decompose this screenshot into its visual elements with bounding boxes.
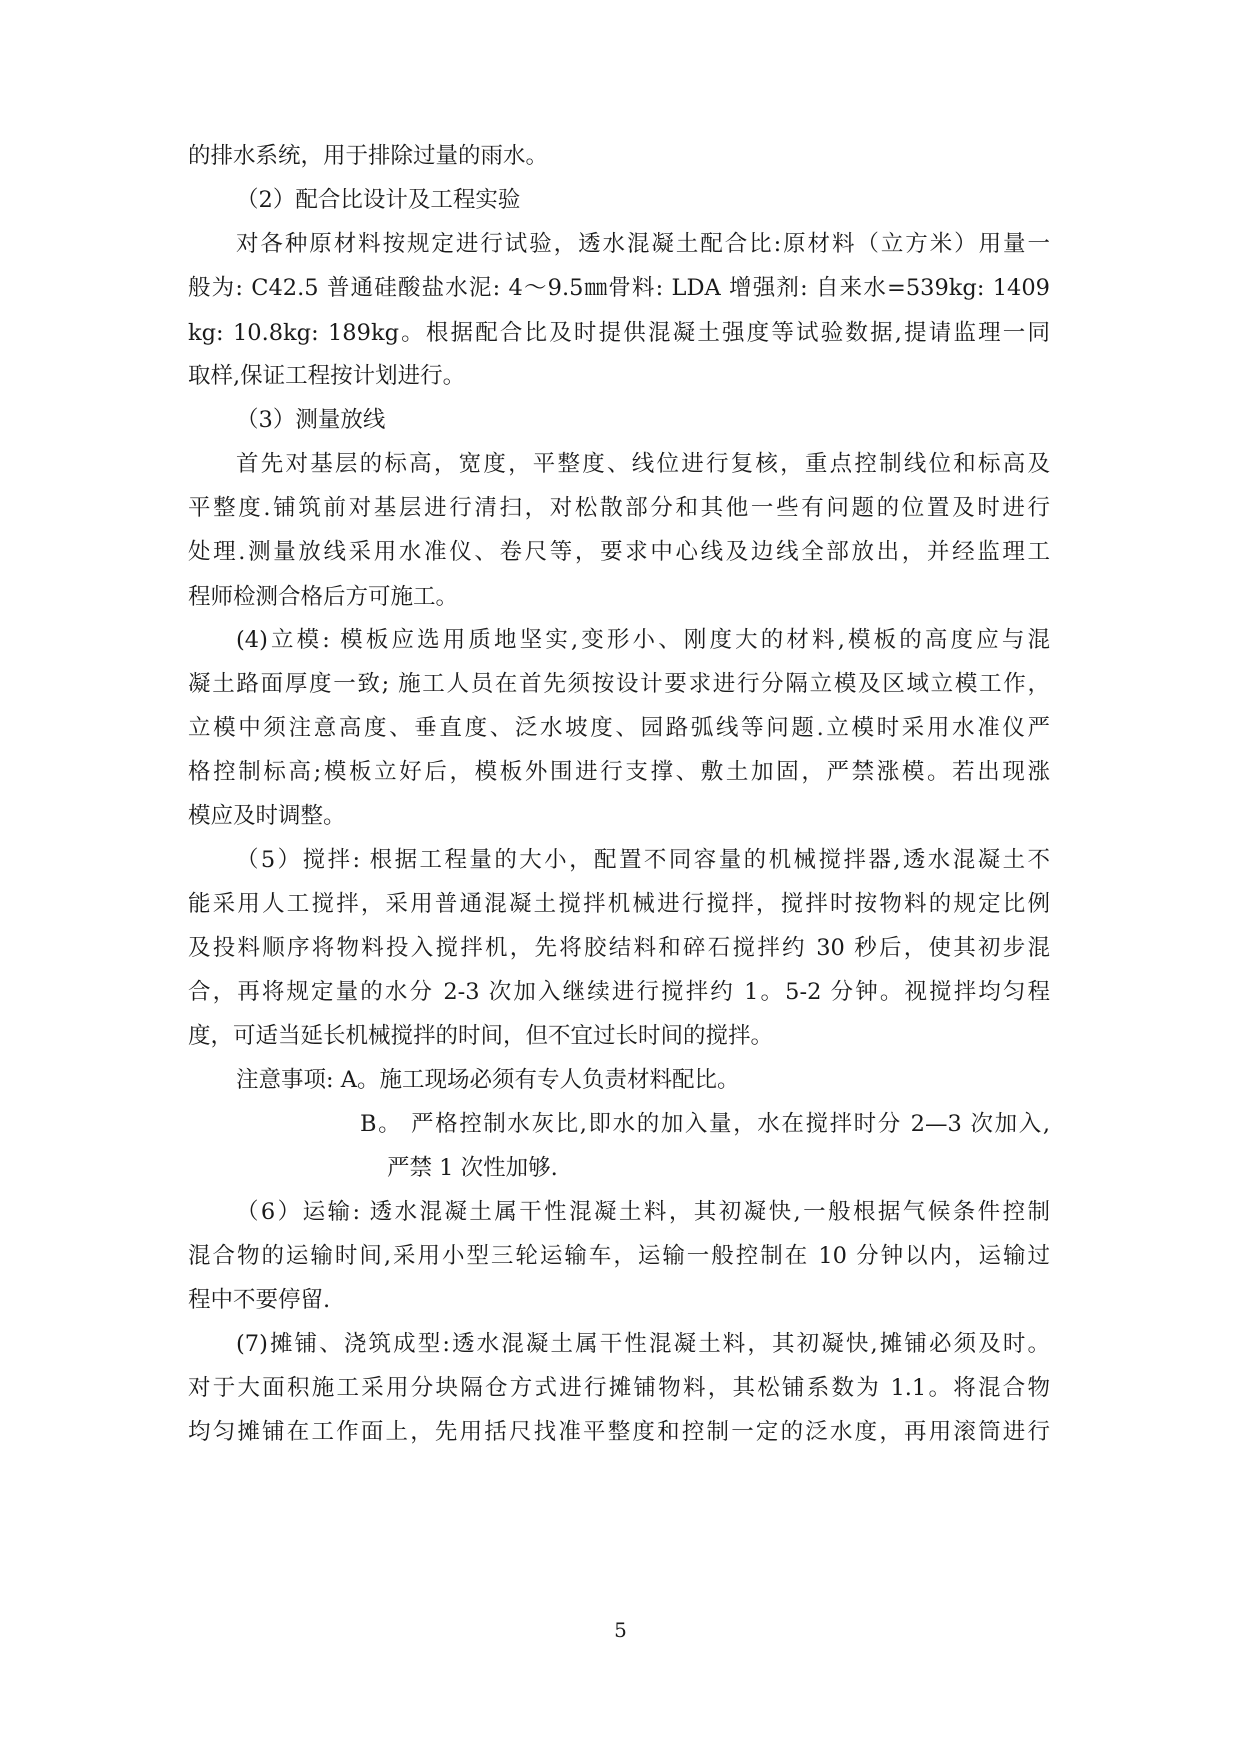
body-text-line: 凝土路面厚度一致; 施工人员在首先须按设计要求进行分隔立模及区域立模工作， bbox=[188, 671, 1050, 697]
notes-item-b-continued: 严禁 1 次性加够. bbox=[387, 1155, 558, 1181]
body-text-line: 般为: C42.5 普通硅酸盐水泥: 4～9.5㎜骨料: LDA 增强剂: 自来水=539kg: 1409 bbox=[188, 275, 1050, 301]
body-text-line: 格控制标高;模板立好后，模板外围进行支撑、敷土加固，严禁涨模。若出现涨 bbox=[188, 759, 1050, 785]
section-heading-mix-design: （2）配合比设计及工程实验 bbox=[236, 187, 521, 213]
section-paragraph-paving: (7)摊铺、浇筑成型:透水混凝土属干性混凝土料，其初凝快,摊铺必须及时。 bbox=[236, 1331, 1050, 1357]
body-text-line: 程中不要停留. bbox=[188, 1287, 331, 1313]
body-text-line: 平整度.铺筑前对基层进行清扫，对松散部分和其他一些有问题的位置及时进行 bbox=[188, 495, 1050, 521]
body-text-line: 合，再将规定量的水分 2-3 次加入继续进行搅拌约 1。5-2 分钟。视搅拌均匀程 bbox=[188, 979, 1050, 1005]
section-paragraph-transport: （6）运输: 透水混凝土属干性混凝土料，其初凝快,一般根据气候条件控制 bbox=[236, 1199, 1050, 1225]
page-number: 5 bbox=[614, 1618, 627, 1642]
body-text-line: 立模中须注意高度、垂直度、泛水坡度、园路弧线等问题.立模时采用水准仪严 bbox=[188, 715, 1050, 741]
section-paragraph-formwork: (4)立模: 模板应选用质地坚实,变形小、刚度大的材料,模板的高度应与混 bbox=[236, 627, 1050, 653]
notes-item-b: B。 严格控制水灰比,即水的加入量，水在搅拌时分 2—3 次加入, bbox=[360, 1111, 1050, 1137]
section-heading-survey: （3）测量放线 bbox=[236, 407, 386, 433]
body-text-line: 处理.测量放线采用水准仪、卷尺等，要求中心线及边线全部放出，并经监理工 bbox=[188, 539, 1050, 565]
body-text-line: 及投料顺序将物料投入搅拌机，先将胶结料和碎石搅拌约 30 秒后，使其初步混 bbox=[188, 935, 1050, 961]
body-text-line: 程师检测合格后方可施工。 bbox=[188, 584, 459, 610]
body-text-line: 取样,保证工程按计划进行。 bbox=[188, 363, 466, 389]
notes-item-a: 注意事项: A。施工现场必须有专人负责材料配比。 bbox=[236, 1067, 740, 1093]
body-text-line: 模应及时调整。 bbox=[188, 803, 346, 829]
body-text-line: kg: 10.8kg: 189kg。根据配合比及时提供混凝土强度等试验数据,提请监理一同 bbox=[188, 320, 1050, 346]
body-text-line: 首先对基层的标高，宽度，平整度、线位进行复核，重点控制线位和标高及 bbox=[236, 451, 1050, 477]
body-text-line: 对于大面积施工采用分块隔仓方式进行摊铺物料，其松铺系数为 1.1。将混合物 bbox=[188, 1375, 1050, 1401]
body-text-line: 对各种原材料按规定进行试验，透水混凝土配合比:原材料（立方米）用量一 bbox=[236, 231, 1050, 257]
body-text-line: 混合物的运输时间,采用小型三轮运输车，运输一般控制在 10 分钟以内，运输过 bbox=[188, 1243, 1050, 1269]
section-paragraph-mixing: （5）搅拌: 根据工程量的大小，配置不同容量的机械搅拌器,透水混凝土不 bbox=[236, 847, 1050, 873]
body-text-line: 均匀摊铺在工作面上，先用括尺找准平整度和控制一定的泛水度，再用滚筒进行 bbox=[188, 1419, 1050, 1445]
body-text-line: 度，可适当延长机械搅拌的时间，但不宜过长时间的搅拌。 bbox=[188, 1023, 774, 1049]
body-text-line: 能采用人工搅拌，采用普通混凝土搅拌机械进行搅拌，搅拌时按物料的规定比例 bbox=[188, 891, 1050, 917]
body-text-line: 的排水系统，用于排除过量的雨水。 bbox=[188, 143, 549, 169]
